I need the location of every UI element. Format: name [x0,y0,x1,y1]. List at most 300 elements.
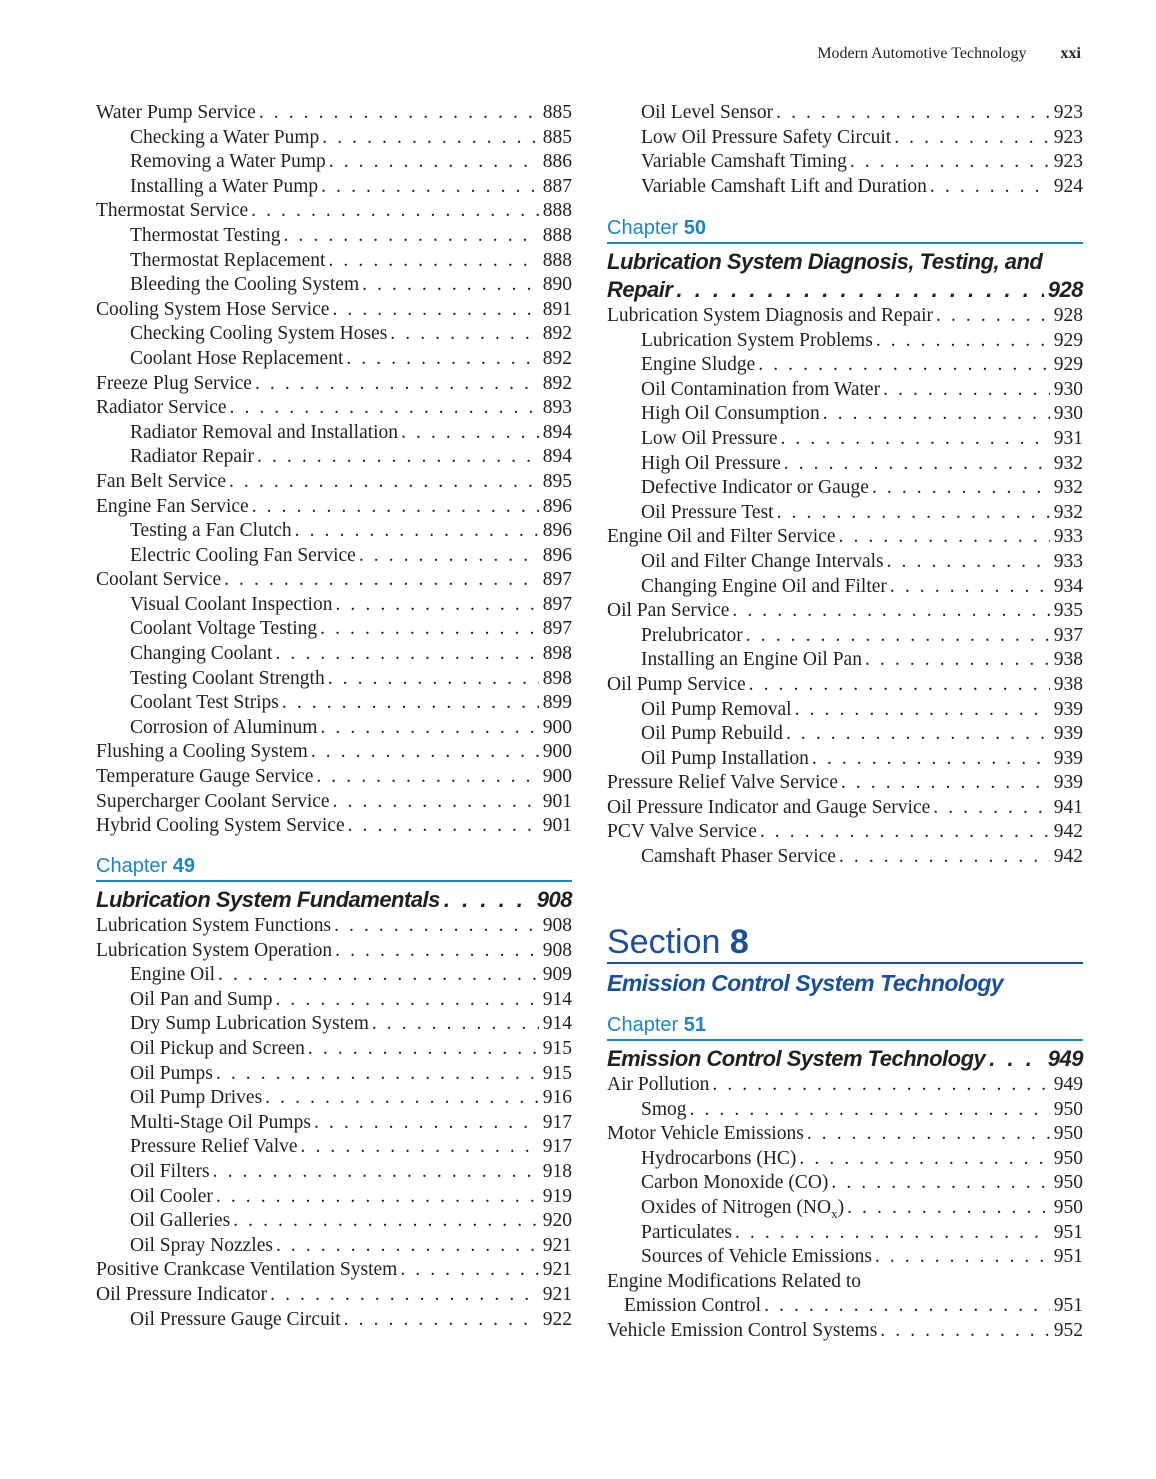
entry-page: 924 [1053,175,1083,197]
dot-leader [372,1012,539,1037]
entry-label-text: Cooling System Hose Service [96,298,330,320]
chapter-page: 949 [1047,1046,1083,1071]
entry-label-text: Fan Belt Service [96,470,226,492]
entry-page: 928 [1053,305,1083,326]
entry-page: 942 [1053,846,1083,868]
toc-entry[interactable] [96,322,572,347]
entry-label [96,101,256,126]
entry-label [641,575,887,600]
dot-leader [831,1171,1049,1196]
toc-entry[interactable] [96,814,572,839]
chapter-49 [96,852,572,1332]
chapter-title[interactable] [96,886,572,914]
entry-label-text: Engine Sludge [641,354,756,376]
entry-label [641,550,884,575]
entry-label-text: Lubrication System Functions [96,915,332,936]
toc-entry[interactable] [607,1098,1083,1123]
entry-label-text: Coolant Voltage Testing [130,618,318,640]
entry-label-text: Variable Camshaft Lift and Duration [641,175,927,197]
entry-label [607,304,933,329]
toc-entry[interactable] [607,1221,1083,1246]
entry-label [130,175,318,200]
toc-entry[interactable] [96,1135,572,1160]
entry-label [130,347,343,372]
toc-entry[interactable] [607,722,1083,747]
chapter-title-line1[interactable] [607,248,1083,276]
entry-label [607,771,838,796]
toc-entry[interactable] [96,1209,572,1234]
entry-label [130,963,215,988]
entry-label-text: Pressure Relief Valve Service [607,772,838,794]
entry-label-text: Thermostat Replacement [130,249,326,271]
entry-label-text: Changing Coolant [130,643,273,665]
dot-leader [320,617,539,642]
entry-label [641,378,880,403]
entry-label-text: Prelubricator [641,624,743,646]
toc-list [96,101,572,839]
entry-page: 894 [542,446,572,468]
entry-page: 915 [542,1037,572,1059]
toc-entry[interactable] [96,963,572,988]
entry-label-text: Lubrication System Operation [96,939,333,961]
chapter-title[interactable] [607,276,1083,304]
dot-leader [328,249,538,274]
toc-entry[interactable] [607,1122,1083,1147]
entry-label-text: Sources of Vehicle Emissions [641,1246,872,1268]
entry-label-text: PCV Valve Service [607,821,757,843]
dot-leader [270,1283,539,1308]
toc-entry[interactable] [96,568,572,593]
dot-leader [749,673,1050,698]
toc-entry[interactable] [96,790,572,815]
entry-page: 900 [542,716,572,738]
toc-entry[interactable] [607,1171,1083,1196]
entry-page: 930 [1053,378,1083,400]
toc-entry[interactable] [96,642,572,667]
entry-page: 917 [542,1111,572,1133]
entry-page: 900 [542,766,572,788]
entry-page: 915 [542,1062,572,1084]
entry-label [96,470,226,495]
entry-label [641,452,781,477]
entry-label-text: Oxides of Nitrogen (NO [641,1196,832,1218]
toc-entry[interactable] [96,1160,572,1185]
entry-page: 885 [542,126,572,148]
toc-entry[interactable] [607,673,1083,698]
entry-label-suffix: ) [837,1196,845,1218]
toc-entry[interactable] [96,1037,572,1062]
chapter-heading [607,214,1083,244]
toc-entry[interactable] [96,667,572,692]
toc-entry[interactable] [96,617,572,642]
entry-label-text: Positive Crankcase Ventilation System [96,1259,398,1281]
dot-leader [989,1045,1044,1073]
toc-entry[interactable] [96,1185,572,1210]
toc-entry[interactable] [96,150,572,175]
dot-leader [933,796,1049,821]
entry-label [130,273,359,298]
entry-page: 897 [542,593,572,615]
dot-leader [732,599,1049,624]
entry-page: 933 [1053,550,1083,572]
entry-label-text: Temperature Gauge Service [96,766,314,788]
entry-label-text: Thermostat Testing [130,224,281,246]
entry-label [130,249,325,274]
entry-label-text: Oil Pump Drives [130,1087,263,1109]
entry-page: 950 [1053,1196,1083,1218]
entry-label-text: Flushing a Cooling System [96,741,308,763]
entry-label [96,1283,267,1308]
toc-entry[interactable] [607,796,1083,821]
section-number: 8 [729,923,749,961]
entry-page: 935 [1053,600,1083,622]
toc-entry[interactable] [607,1147,1083,1172]
entry-label [96,765,313,790]
dot-leader [841,771,1050,796]
dot-leader [847,1196,1050,1221]
entry-page: 909 [542,964,572,986]
entry-page: 951 [1053,1246,1083,1268]
entry-page: 897 [542,569,572,591]
entry-label-text: Oil Galleries [130,1210,231,1232]
toc-entry[interactable] [96,1234,572,1259]
entry-page: 921 [542,1234,572,1256]
entry-label [96,396,227,421]
entry-label-text: Vehicle Emission Control Systems [607,1319,878,1341]
toc-entry[interactable] [607,101,1083,126]
entry-page: 914 [542,988,572,1010]
chapter-number: 51 [683,1014,706,1036]
chapter-title[interactable] [607,1045,1083,1073]
section-heading [607,922,1083,964]
dot-leader [936,304,1050,329]
entry-label [130,1111,311,1136]
dot-leader [348,814,539,839]
entry-label-text: High Oil Pressure [641,452,781,474]
toc-entry[interactable] [607,304,1083,329]
dot-leader [880,1319,1049,1344]
entry-label [607,1122,804,1147]
toc-entry[interactable] [96,1308,572,1333]
dot-leader [316,765,538,790]
toc-list [96,914,572,1332]
dot-leader [321,175,539,200]
entry-page: 908 [542,939,572,961]
toc-entry[interactable] [607,1073,1083,1098]
entry-label-text: Oil Pressure Indicator [96,1283,268,1305]
toc-entry[interactable] [96,224,572,249]
entry-label [130,988,272,1013]
entry-label [641,402,820,427]
toc-entry[interactable] [96,126,572,151]
toc-entry[interactable] [607,1245,1083,1270]
dot-leader [255,372,539,397]
toc-entry[interactable] [607,452,1083,477]
entry-label-text: Hydrocarbons (HC) [641,1147,797,1169]
entry-label [130,224,280,249]
toc-entry[interactable] [607,378,1083,403]
entry-label-text: Changing Engine Oil and Filter [641,575,887,597]
toc-entry[interactable] [96,249,572,274]
entry-label-text: Oil Filters [130,1160,210,1182]
toc-entry[interactable] [607,525,1083,550]
entry-label [130,1160,210,1185]
entry-page: 886 [542,151,572,173]
dot-leader [712,1073,1049,1098]
entry-label-text: Oil Pump Service [607,673,746,695]
entry-page: 923 [1053,102,1083,123]
toc-entry[interactable] [607,402,1083,427]
section-8 [607,922,1083,1002]
entry-label-text: Radiator Repair [130,446,254,468]
toc-entry[interactable] [96,519,572,544]
dot-leader [777,501,1050,526]
toc-entry[interactable] [607,648,1083,673]
entry-page: 908 [542,915,572,936]
entry-page: 885 [542,102,572,123]
entry-page: 901 [542,790,572,812]
entry-page: 937 [1053,624,1083,646]
toc-entry[interactable] [607,1270,1083,1295]
toc-entry[interactable] [607,771,1083,796]
entry-label [130,593,332,618]
entry-label-text: Checking a Water Pump [130,126,320,148]
toc-entry[interactable] [96,470,572,495]
entry-label [96,740,308,765]
entry-page: 901 [542,815,572,837]
toc-entry[interactable] [96,988,572,1013]
toc-entry[interactable] [96,372,572,397]
chapter-heading [96,852,572,882]
entry-label-text: Coolant Test Strips [130,692,279,714]
entry-label [130,544,356,569]
dot-leader [218,963,539,988]
dot-leader [764,1294,1050,1319]
entry-page: 919 [542,1185,572,1207]
dot-leader [359,544,539,569]
toc-entry[interactable] [607,126,1083,151]
toc-entry[interactable] [96,396,572,421]
entry-label [641,329,873,354]
chapter-51 [607,1011,1083,1344]
toc-entry[interactable] [607,698,1083,723]
entry-page: 941 [1053,796,1083,818]
entry-page: 899 [542,692,572,714]
toc-entry[interactable] [96,298,572,323]
entry-page: 922 [542,1308,572,1330]
entry-label-text: Hybrid Cooling System Service [96,815,345,837]
entry-page: 893 [542,397,572,419]
entry-label [130,421,398,446]
entry-label-text: Oil Spray Nozzles [130,1234,273,1256]
toc-entry[interactable] [96,1086,572,1111]
entry-label-text: Particulates [641,1221,732,1243]
entry-label [96,814,345,839]
toc-entry[interactable] [96,199,572,224]
dot-leader [865,648,1050,673]
toc-entry[interactable] [96,740,572,765]
toc-entry[interactable] [607,820,1083,845]
toc-entry[interactable] [607,501,1083,526]
entry-page: 894 [542,421,572,443]
toc-entry[interactable] [96,1012,572,1037]
chapter-title-text: Lubrication System Diagnosis, Testing, and [607,249,1043,274]
entry-label [641,1171,828,1196]
entry-label [641,722,783,747]
entry-page: 896 [542,544,572,566]
entry-page: 939 [1053,747,1083,769]
entry-label-text: Oil Pressure Gauge Circuit [130,1308,341,1330]
entry-label [96,199,248,224]
chapter-title-text: Repair [607,277,673,302]
toc-entry[interactable] [96,421,572,446]
dot-leader [230,396,539,421]
toc-entry[interactable] [96,939,572,964]
toc-entry[interactable] [96,593,572,618]
dot-leader [758,353,1049,378]
toc-entry[interactable] [607,1319,1083,1344]
entry-page: 916 [542,1087,572,1109]
entry-label [641,747,809,772]
toc-entry[interactable] [607,353,1083,378]
toc-entry[interactable] [607,150,1083,175]
dot-leader [329,150,539,175]
entry-label [641,845,836,870]
toc-entry[interactable] [607,329,1083,354]
dot-leader [690,1098,1050,1123]
entry-page: 887 [542,175,572,197]
entry-label-text: Carbon Monoxide (CO) [641,1172,829,1194]
toc-entry[interactable] [96,175,572,200]
entry-label: Engine Modifications Related to [607,1270,861,1292]
dot-leader [233,1209,539,1234]
entry-page: 888 [542,224,572,246]
dot-leader [322,126,539,151]
entry-label-text: Camshaft Phaser Service [641,846,836,868]
toc-entry-continuation[interactable] [607,1294,1083,1319]
dot-leader [746,624,1050,649]
entry-label-text: Radiator Removal and Installation [130,421,399,443]
dot-leader [735,1221,1050,1246]
dot-leader [332,298,538,323]
entry-label [130,1012,369,1037]
toc-entry[interactable] [607,624,1083,649]
entry-label-text: Engine Fan Service [96,495,249,517]
toc-list [607,101,1083,199]
entry-label [130,126,319,151]
entry-label [130,1185,213,1210]
chapter-title-text: Lubrication System Fundamentals [96,887,440,912]
entry-label-text: Oil and Filter Change Intervals [641,550,884,572]
entry-label [641,427,777,452]
dot-leader [275,642,538,667]
toc-entry[interactable] [607,747,1083,772]
entry-label [130,1037,305,1062]
entry-page: 932 [1053,452,1083,474]
toc-entry[interactable] [607,1196,1083,1221]
toc-entry[interactable] [607,175,1083,200]
entry-label-text: Removing a Water Pump [130,151,326,173]
toc-entry[interactable] [96,273,572,298]
entry-label [130,1308,341,1333]
toc-entry[interactable] [96,1258,572,1283]
toc-entry[interactable] [96,1111,572,1136]
toc-entry[interactable] [607,550,1083,575]
entry-label [130,322,387,347]
toc-entry[interactable] [607,427,1083,452]
toc-entry[interactable] [607,476,1083,501]
entry-page: 931 [1053,427,1083,449]
entry-page: 888 [542,200,572,222]
entry-label-text: Corrosion of Aluminum [130,716,318,738]
entry-label [641,501,774,526]
entry-label-text: Low Oil Pressure Safety Circuit [641,126,892,148]
entry-label [130,691,279,716]
dot-leader [216,1062,539,1087]
entry-label-text: Pressure Relief Valve [130,1136,298,1158]
chapter-heading [607,1011,1083,1041]
entry-label-text: Testing a Fan Clutch [130,520,292,542]
entry-page: 923 [1053,126,1083,148]
toc-entry[interactable] [96,347,572,372]
entry-page: 939 [1053,698,1083,720]
toc-entry[interactable] [96,691,572,716]
entry-page: 892 [542,372,572,394]
dot-leader [224,568,539,593]
entry-label [607,1073,709,1098]
entry-page: 920 [542,1210,572,1232]
entry-label-text: Freeze Plug Service [96,372,252,394]
dot-leader [799,1147,1049,1172]
dot-leader [823,402,1050,427]
entry-label [641,648,862,673]
toc-entry[interactable] [96,495,572,520]
entry-page: 898 [542,667,572,689]
entry-label [130,150,326,175]
entry-label-text: Dry Sump Lubrication System [130,1013,369,1035]
toc-entry[interactable] [96,716,572,741]
entry-page: 939 [1053,772,1083,794]
entry-page: 932 [1053,477,1083,499]
toc-entry[interactable] [96,101,572,126]
toc-entry[interactable] [96,1283,572,1308]
dot-leader [213,1160,539,1185]
entry-label-text: Smog [641,1098,687,1120]
toc-entry[interactable] [607,599,1083,624]
dot-leader [784,452,1050,477]
entry-label [130,1234,273,1259]
toc-entry[interactable] [607,845,1083,870]
toc-entry[interactable] [96,1062,572,1087]
entry-label-text: Electric Cooling Fan Service [130,544,356,566]
entry-label: Emission Control [624,1295,762,1317]
toc-entry[interactable] [607,575,1083,600]
toc-entry[interactable] [96,544,572,569]
entry-label-text: Variable Camshaft Timing [641,151,847,173]
toc-entry[interactable] [96,914,572,939]
entry-label [641,1245,872,1270]
entry-label [641,101,773,126]
entry-label [130,716,317,741]
toc-entry[interactable] [96,445,572,470]
entry-page: 914 [542,1013,572,1035]
chapter-number: 50 [683,217,706,239]
dot-leader [282,691,539,716]
toc-entry[interactable] [96,765,572,790]
entry-page: 951 [1053,1295,1083,1317]
entry-page: 921 [542,1259,572,1281]
entry-label [607,673,746,698]
